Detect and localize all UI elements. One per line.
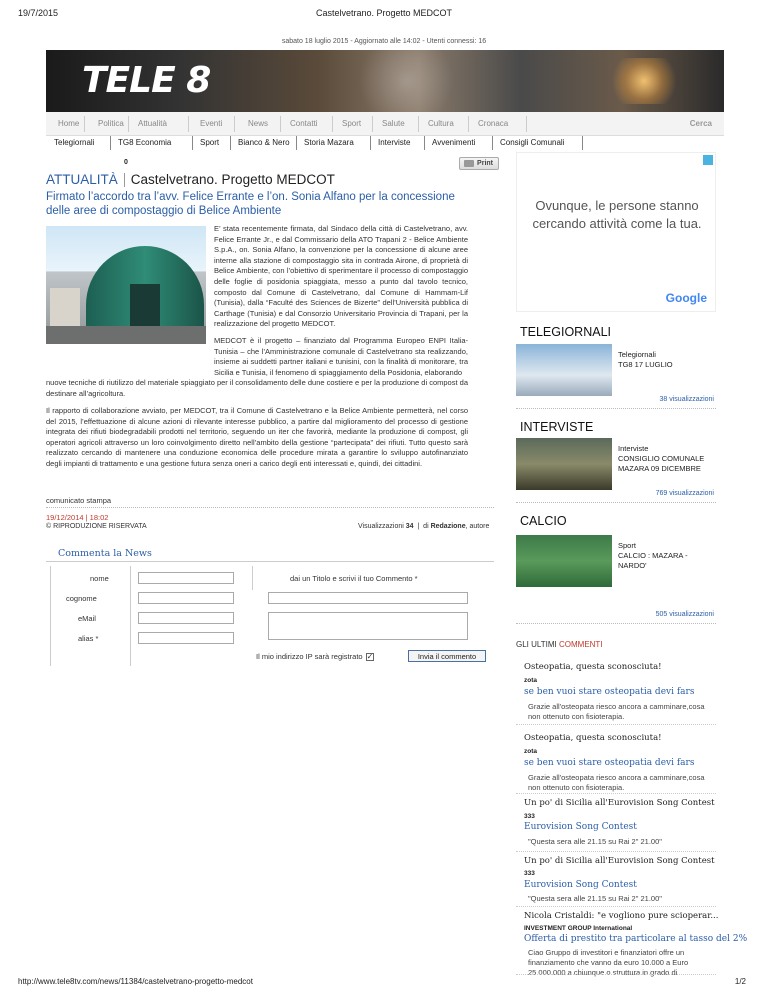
nav-item-eventi[interactable]: Eventi — [200, 119, 223, 128]
surname-input[interactable] — [138, 592, 234, 604]
page-url: http://www.tele8tv.com/news/11384/castelvetrano-progetto-medcot — [18, 977, 253, 986]
video-card-calcio[interactable] — [516, 535, 716, 585]
latest-comments-heading — [516, 640, 603, 649]
form-divider — [50, 566, 51, 666]
site-banner[interactable] — [46, 50, 724, 112]
article-subtitle: Firmato l’accordo tra l’avv. Felice Errante e l’on. Sonia Alfano per la concessione delle aree di compostaggio di Belice Ambiente — [46, 191, 455, 217]
meta-divider: | — [415, 523, 422, 530]
print-title: Castelvetrano. Progetto MEDCOT — [315, 8, 453, 18]
video-views: 38 visualizzazioni — [659, 396, 714, 403]
comment-author: INVESTMENT GROUP International — [524, 925, 633, 932]
views-label: Visualizzazioni — [358, 523, 404, 530]
video-title[interactable]: CONSIGLIO COMUNALE MAZARA 09 DICEMBRE — [618, 454, 705, 473]
ip-notice — [256, 652, 374, 661]
nav-divider — [582, 136, 583, 150]
nav-divider — [128, 116, 129, 132]
subnav-avvenimenti[interactable]: Avvenimenti — [432, 138, 476, 147]
comment-form — [46, 566, 494, 676]
nav-divider — [372, 116, 373, 132]
print-date: 19/7/2015 — [18, 8, 59, 18]
print-label: Print — [477, 160, 493, 167]
comment-author: zota — [524, 677, 537, 684]
video-thumbnail[interactable] — [516, 438, 612, 490]
divider — [516, 408, 716, 409]
video-info — [618, 350, 718, 370]
video-title[interactable]: TG8 17 LUGLIO — [618, 360, 673, 369]
subnav-interviste[interactable]: Interviste — [378, 138, 411, 147]
photo-door — [130, 284, 160, 330]
article-paragraph: Il rapporto di collaborazione avviato, per MEDCOT, tra il Comune di Castelvetrano e la Belice Ambiente permetterà, nel corso del 2015, l’effettuazione di alcune azioni di rilevante interesse pubblico, a partire dal miglioramento del processo di gestione integrata dei rifiuti biodegradabili prodotti nel territorio, seguendo un iter che favorirà, mediante la produzione di compost, gli operatori agricoli attraverso un loro coinvolgimento diretto nell’ambito della gestione “partecipata” dei rifiuti. Tutto questo sarà realizzato cercando di mantenere una conduzione economica delle procedure mirata a garantire lo sviluppo autofinanziato degli impianti di trattamento e una gestione futura senza oneri a carico degli enti interessati e, quindi, dei cittadini. — [46, 406, 468, 468]
subnav-tg8-economia[interactable]: TG8 Economia — [118, 138, 172, 147]
nav-divider — [526, 116, 527, 132]
nav-divider — [296, 136, 297, 150]
logo-text: TELE 8 — [82, 60, 211, 101]
comment-article-link[interactable]: Osteopatia, questa sconosciuta! — [524, 733, 662, 743]
video-category: Sport — [618, 541, 636, 550]
nav-divider — [370, 136, 371, 150]
subnav-sport[interactable]: Sport — [200, 138, 220, 147]
subnav-consigli-comunali[interactable]: Consigli Comunali — [500, 138, 565, 147]
divider — [46, 507, 494, 508]
article-photo — [46, 226, 206, 344]
nav-item-attualita[interactable]: Attualità — [138, 119, 167, 128]
comment-count: 0 — [124, 159, 128, 166]
nav-divider — [192, 136, 193, 150]
site-logo[interactable] — [82, 60, 210, 101]
ad-text: Ovunque, le persone stanno cercando attività come la tua. — [532, 198, 702, 231]
page-number: 1/2 — [734, 977, 746, 986]
video-views: 769 visualizzazioni — [655, 490, 714, 497]
ip-notice-text: Il mio indirizzo IP sarà registrato — [256, 652, 363, 661]
comment-author: zota — [524, 748, 537, 755]
comment-title[interactable]: Eurovision Song Contest — [524, 822, 637, 832]
comment-title[interactable]: se ben vuoi stare osteopatia devi fars — [524, 687, 695, 697]
comment-title[interactable]: Eurovision Song Contest — [524, 880, 637, 890]
comment-author: 333 — [524, 813, 535, 820]
views-count: 34 — [405, 523, 414, 530]
nav-item-cultura[interactable]: Cultura — [428, 119, 454, 128]
photo-building — [50, 288, 80, 328]
subnav-storia-mazara[interactable]: Storia Mazara — [304, 138, 354, 147]
author-suffix: , autore — [465, 523, 490, 530]
ip-checkbox[interactable]: ✓ — [366, 652, 374, 662]
article-paragraph: nuove tecniche di riutilizzo del materiale spiaggiato per il consolidamento delle dune costiere e per la produzione di compost da destinare all’agricoltura. — [46, 378, 468, 398]
article-meta — [358, 523, 489, 530]
video-card-telegiornali[interactable] — [516, 344, 716, 394]
latest-comments-prefix: GLI ULTIMI — [516, 640, 557, 649]
ad-choices-icon[interactable] — [703, 155, 713, 165]
article-source: comunicato stampa — [46, 496, 112, 505]
video-views: 505 visualizzazioni — [655, 611, 714, 618]
nav-item-salute[interactable]: Salute — [382, 119, 405, 128]
video-title[interactable]: CALCIO : MAZARA - NARDO' — [618, 551, 688, 570]
nav-item-politica[interactable]: Politica — [98, 119, 124, 128]
video-card-interviste[interactable] — [516, 438, 716, 488]
divider — [516, 793, 716, 794]
status-bar: sabato 18 luglio 2015 - Aggiornato alle 14:02 - Utenti connessi: 16 — [281, 38, 487, 45]
printer-icon — [464, 160, 474, 167]
article-paragraph: E’ stata recentemente firmata, dal Sindaco della città di Castelvetrano, avv. Felice Errante Jr., e dal Commissario della ATO Trapani 2 - Belice Ambiente S.p.A., on. Sonia Alfano, la convenzione per la concessione di alcune aree interne alla stazione di compostaggio sita in contrada Airone, di proprietà di Belice Ambiente, con l’obiettivo di sperimentare il processo di compostaggio delle foglie di posidonia spiaggiata, messo a punto dal tavolo tecnico, composto dal Comune di Castelvetrano, dal Comune di Hammam-Lif (Tunisia), dalla “Faculté des Sciences de Bizerte” dell’Università pubblica di Carthage (Tunisia) e dal Consorzio Universitario Provincia di Trapani, per la realizzazione del progetto MEDCOT. — [214, 224, 468, 329]
email-input[interactable] — [138, 612, 234, 624]
divider — [516, 906, 716, 907]
section-title-interviste: INTERVISTE — [520, 420, 594, 434]
nav-divider — [84, 116, 85, 132]
message-label: dai un Titolo e scrivi il tuo Commento * — [290, 574, 418, 583]
nav-item-cronaca[interactable]: Cronaca — [478, 119, 509, 128]
author-link[interactable]: Redazione — [430, 523, 466, 530]
article-date: 19/12/2014 | 18:02 — [46, 513, 109, 522]
search-button[interactable]: Cerca — [689, 119, 712, 128]
google-logo: Google — [665, 291, 707, 305]
comment-article-link[interactable]: Nicola Cristaldi: "e vogliono pure scioperar... — [524, 911, 719, 921]
print-header — [0, 8, 768, 22]
comment-article-link[interactable]: Un po' di Sicilia all'Eurovision Song Contest — [524, 798, 715, 808]
nav-divider — [468, 116, 469, 132]
video-info — [618, 541, 718, 571]
comment-form-header — [46, 546, 494, 562]
comment-body: Grazie all'osteopata riesco ancora a camminare,cosa non ottenuto con fisioterapia. — [528, 773, 705, 792]
article-category[interactable]: ATTUALITÀ — [46, 172, 118, 187]
video-info — [618, 444, 718, 474]
comment-textarea[interactable] — [268, 612, 468, 640]
nav-divider — [492, 136, 493, 150]
nav-item-contatti[interactable]: Contatti — [290, 119, 318, 128]
name-label: nome — [90, 574, 109, 583]
by-label: di — [423, 523, 429, 530]
comment-body: "Questa sera alle 21.15 su Rai 2" 21.00" — [528, 837, 662, 846]
nav-divider — [332, 116, 333, 132]
heading-divider — [124, 173, 125, 187]
article-heading — [46, 172, 335, 187]
comment-title[interactable]: Offerta di prestito tra particolare al tasso del 2% — [524, 934, 748, 944]
email-label: eMail — [78, 614, 96, 623]
surname-label: cognome — [66, 594, 97, 603]
nav-item-news[interactable]: News — [248, 119, 269, 128]
video-thumbnail[interactable] — [516, 344, 612, 396]
alias-input[interactable] — [138, 632, 234, 644]
video-thumbnail[interactable] — [516, 535, 612, 587]
nav-divider — [230, 136, 231, 150]
divider — [516, 502, 716, 503]
banner-light — [604, 58, 684, 104]
video-category: Interviste — [618, 444, 649, 453]
primary-nav — [46, 112, 724, 136]
comment-body: Ciao Gruppo di investitori e finanziatori offre un finanziamento che vanno da euro 10.000 a Euro 25.000.000 a chiunque o struttura in grado di — [528, 948, 689, 977]
subnav-telegiornali[interactable]: Telegiornali — [54, 138, 95, 147]
form-divider — [130, 566, 131, 666]
comment-author: 333 — [524, 870, 535, 877]
comment-article-link[interactable]: Un po' di Sicilia all'Eurovision Song Contest — [524, 856, 715, 866]
comment-title[interactable]: se ben vuoi stare osteopatia devi fars — [524, 758, 695, 768]
nav-item-home[interactable]: Home — [58, 119, 80, 128]
video-category: Telegiornali — [618, 350, 656, 359]
secondary-nav — [46, 136, 724, 152]
section-title-calcio: CALCIO — [520, 514, 567, 528]
alias-label: alias * — [78, 634, 99, 643]
banner-light — [346, 50, 466, 112]
print-button[interactable] — [459, 157, 499, 170]
copyright-notice: © RIPRODUZIONE RISERVATA — [46, 523, 147, 530]
comment-body: Grazie all'osteopata riesco ancora a camminare,cosa non ottenuto con fisioterapia. — [528, 702, 705, 721]
article-title: Castelvetrano. Progetto MEDCOT — [130, 172, 335, 187]
nav-divider — [280, 116, 281, 132]
nav-divider — [424, 136, 425, 150]
submit-comment-button[interactable]: Invia il commento — [408, 650, 486, 662]
comment-form-title: Commenta la News — [58, 548, 152, 559]
subnav-bianco-nero[interactable]: Bianco & Nero — [238, 138, 290, 147]
comment-title-input[interactable] — [268, 592, 468, 604]
form-divider — [252, 566, 253, 590]
nav-divider — [110, 136, 111, 150]
comment-body: "Questa sera alle 21.15 su Rai 2" 21.00" — [528, 894, 662, 903]
ad-banner[interactable] — [516, 152, 716, 312]
nav-divider — [188, 116, 189, 132]
photo-ground — [46, 326, 206, 344]
divider — [516, 724, 716, 725]
comment-article-link[interactable]: Osteopatia, questa sconosciuta! — [524, 662, 662, 672]
divider — [516, 974, 716, 975]
section-title-telegiornali: TELEGIORNALI — [520, 325, 611, 339]
latest-comments-accent: COMMENTI — [558, 640, 603, 649]
nav-divider — [418, 116, 419, 132]
nav-divider — [234, 116, 235, 132]
nav-item-sport[interactable]: Sport — [342, 119, 362, 128]
article-paragraph: MEDCOT è il progetto – finanziato dal Programma Europeo ENPI Italia-Tunisia – che l’Amministrazione comunale di Castelvetrano sta realizzando, insieme ai suddetti partner italiani e tunisini, con la finalità di monitorare, tra Sicilia e Tunisia, il fenomeno di spiaggiamento della Posidonia, elaborando — [214, 336, 468, 377]
divider — [516, 623, 716, 624]
name-input[interactable] — [138, 572, 234, 584]
divider — [516, 851, 716, 852]
